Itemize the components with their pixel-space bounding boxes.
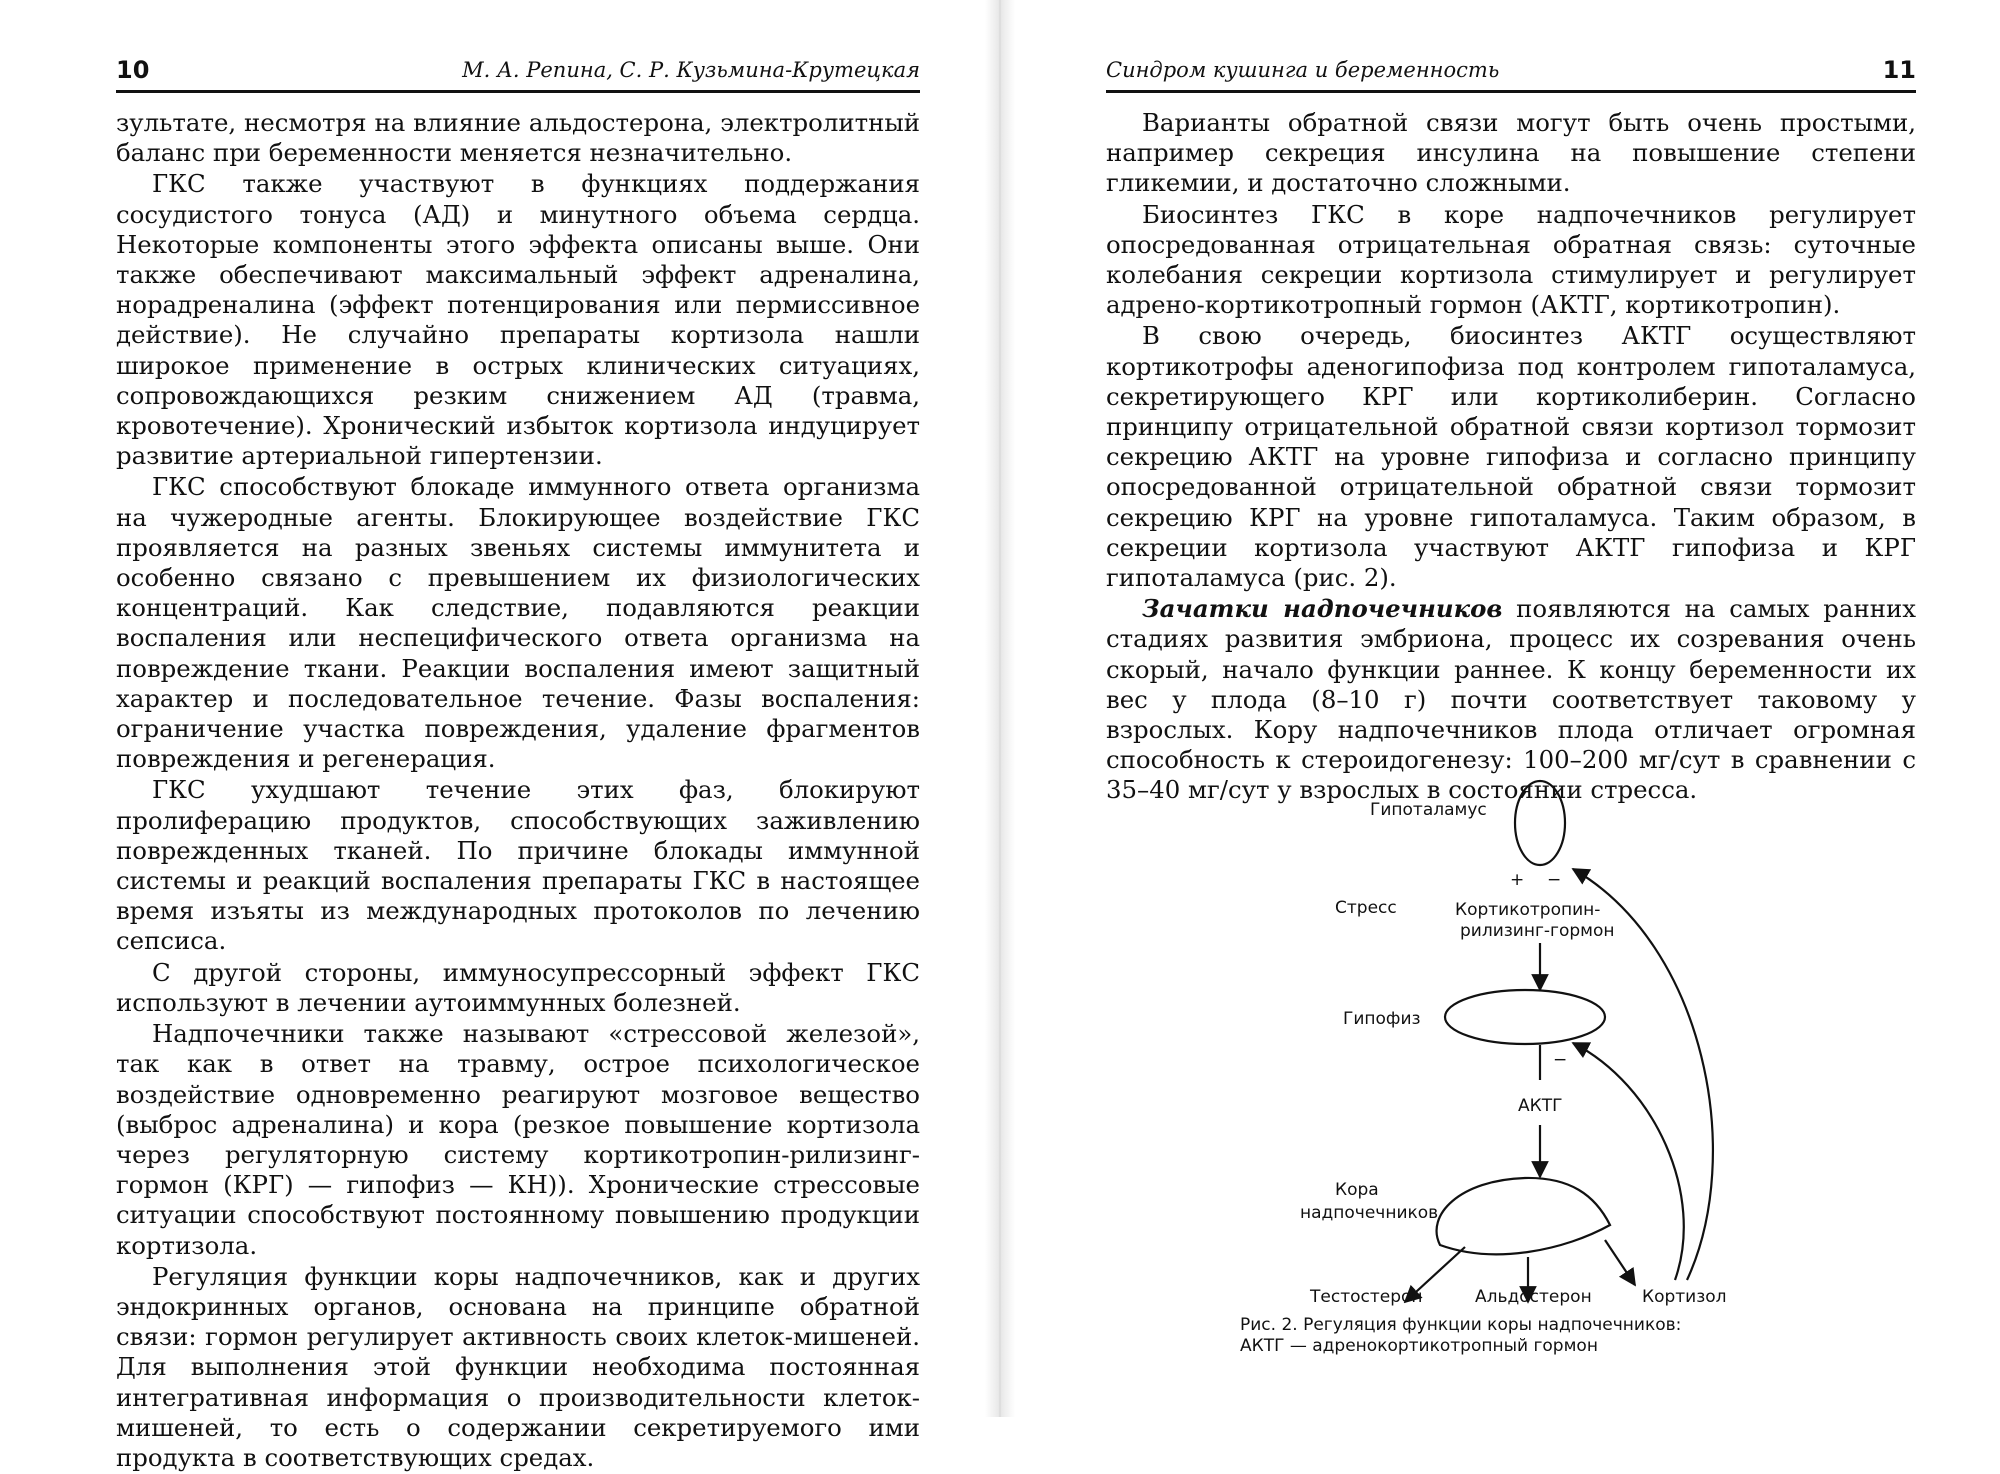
header-rule [116,90,920,93]
cortex-label-line2: надпочечников [1300,1203,1439,1223]
lead-term: Зачатки надпочечников [1142,594,1503,624]
paragraph: ГКС также участвуют в функциях поддержания сосудистого тонуса (АД) и минутного объема сердца. Некоторые компоненты этого эффекта описаны выше. Они также обеспечивают максимальный эффект адреналина, норадреналина (эффект потенцирования или пермиссивное действие). Не случайно препараты кортизола нашли широкое применение в острых клинических ситуациях, сопровождающихся резким снижением АД (травма, кровотечение). Хронический избыток кортизола индуцирует развитие артериальной гипертензии. [116,169,920,471]
paragraph: Биосинтез ГКС в коре надпочечников регулирует опосредованная отрицательная обратная связь: суточные колебания секреции кортизола стимулирует и регулирует адрено-кортикотропный гормон (АКТГ, кортикотропин). [1106,199,1916,320]
figure-adrenal-regulation [1235,775,1775,1380]
plus-sign: + [1510,870,1525,890]
cortex-label-line1: Кора [1335,1180,1379,1200]
stress-label: Стресс [1335,898,1397,918]
left-body-text [116,108,920,1474]
right-page-number: 11 [1882,56,1916,84]
pituitary-label: Гипофиз [1343,1009,1421,1029]
testosterone-label: Тестостерон [1310,1287,1423,1307]
paragraph: В свою очередь, биосинтез АКТГ осуществляют кортикотрофы аденогипофиза под контролем гипоталамуса, секретирующего КРГ или кортиколиберин. Согласно принципу отрицательной обратной связи кортизол тормозит секрецию АКТГ на уровне гипофиза и согласно принципу опосредованной отрицательной обратной связи тормозит секрецию КРГ на уровне гипоталамуса. Таким образом, в секреции кортизола участвуют АКТГ гипофиза и КРГ гипоталамуса (рис. 2). [1106,321,1916,593]
caption-line: АКТГ — адренокортикотропный гормон [1240,1336,1598,1356]
aldosterone-label: Альдостерон [1475,1287,1592,1307]
lead-rest: появляются на самых ранних стадиях развития эмбриона, процесс их созревания очень скорый, начало функции раннее. К концу беременности их вес у плода (8–10 г) почти соответствует таковому у взрослых. Кору надпочечников плода отличает огромная способность к стероидогенезу: 100–200 мг/сут в сравнении с 35–40 мг/сут у взрослых в состоянии стресса. [1106,594,1916,805]
left-page [0,0,1000,1472]
pituitary-shape [1445,990,1605,1044]
right-running-head: Синдром кушинга и беременность [1106,58,1500,82]
header-rule [1106,90,1916,93]
right-body-text [1106,108,1916,807]
acth-label: АКТГ [1518,1096,1563,1116]
hypothalamus-label: Гипоталамус [1370,800,1487,820]
paragraph: С другой стороны, иммуносупрессорный эффект ГКС используют в лечении аутоиммунных болезней. [116,957,920,1017]
minus-sign: − [1547,870,1562,890]
paragraph: зультате, несмотря на влияние альдостерона, электролитный баланс при беременности меняется незначительно. [116,108,920,168]
paragraph: Варианты обратной связи могут быть очень простыми, например секреция инсулина на повышение степени гликемии, и достаточно сложными. [1106,108,1916,198]
paragraph: ГКС способствуют блокаде иммунного ответа организма на чужеродные агенты. Блокирующее воздействие ГКС проявляется на разных звеньях системы иммунитета и особенно связано с превышением их физиологических концентраций. Как следствие, подавляются реакции воспаления или неспецифического ответа организма на повреждение ткани. Реакции воспаления имеют защитный характер и последовательное течение. Фазы воспаления: ограничение участка повреждения, удаление фрагментов повреждения и регенерация. [116,472,920,774]
regulation-diagram [1235,775,1775,1315]
minus-sign: − [1553,1050,1568,1070]
crh-label-line2: рилизинг-гормон [1460,921,1615,941]
crh-label-line1: Кортикотропин- [1455,900,1601,920]
cortisol-label: Кортизол [1642,1287,1727,1307]
hypothalamus-shape [1515,781,1565,865]
hormone-output-labels [1235,1287,1775,1311]
caption-line: Рис. 2. Регуляция функции коры надпочечников: [1240,1315,1682,1335]
right-page-header [1106,56,1916,92]
paragraph: Регуляция функции коры надпочечников, как и других эндокринных органов, основана на принципе обратной связи: гормон регулирует активность своих клеток-мишеней. Для выполнения этой функции необходима постоянная интегративная информация о производительности клеток-мишеней, то есть о содержании секретируемого ими продукта в соответствующих средах. [116,1261,920,1472]
cortisol-arrow [1605,1240,1635,1285]
figure-caption [1240,1315,1780,1357]
feedback-to-pituitary [1573,1043,1684,1280]
paragraph-lead [1106,594,1916,805]
left-page-header [116,56,920,92]
paragraph: ГКС ухудшают течение этих фаз, блокируют пролиферацию продуктов, способствующих заживлению поврежденных тканей. По причине блокады иммунной системы и реакций воспаления препараты ГКС в настоящее время изъяты из международных протоколов по лечению сепсиса. [116,775,920,956]
adrenal-cortex-shape [1437,1178,1610,1254]
left-page-number: 10 [116,56,150,84]
left-running-head: М. А. Репина, С. Р. Кузьмина-Крутецкая [462,58,920,82]
right-page [1000,0,2000,1417]
paragraph: Надпочечники также называют «стрессовой железой», так как в ответ на травму, острое психологическое воздействие одновременно реагируют мозговое вещество (выброс адреналина) и кора (резкое повышение кортизола через регуляторную систему кортикотропин-рилизинг-гормон (КРГ) — гипофиз — КН)). Хронические стрессовые ситуации способствуют постоянному повышению продукции кортизола. [116,1019,920,1260]
